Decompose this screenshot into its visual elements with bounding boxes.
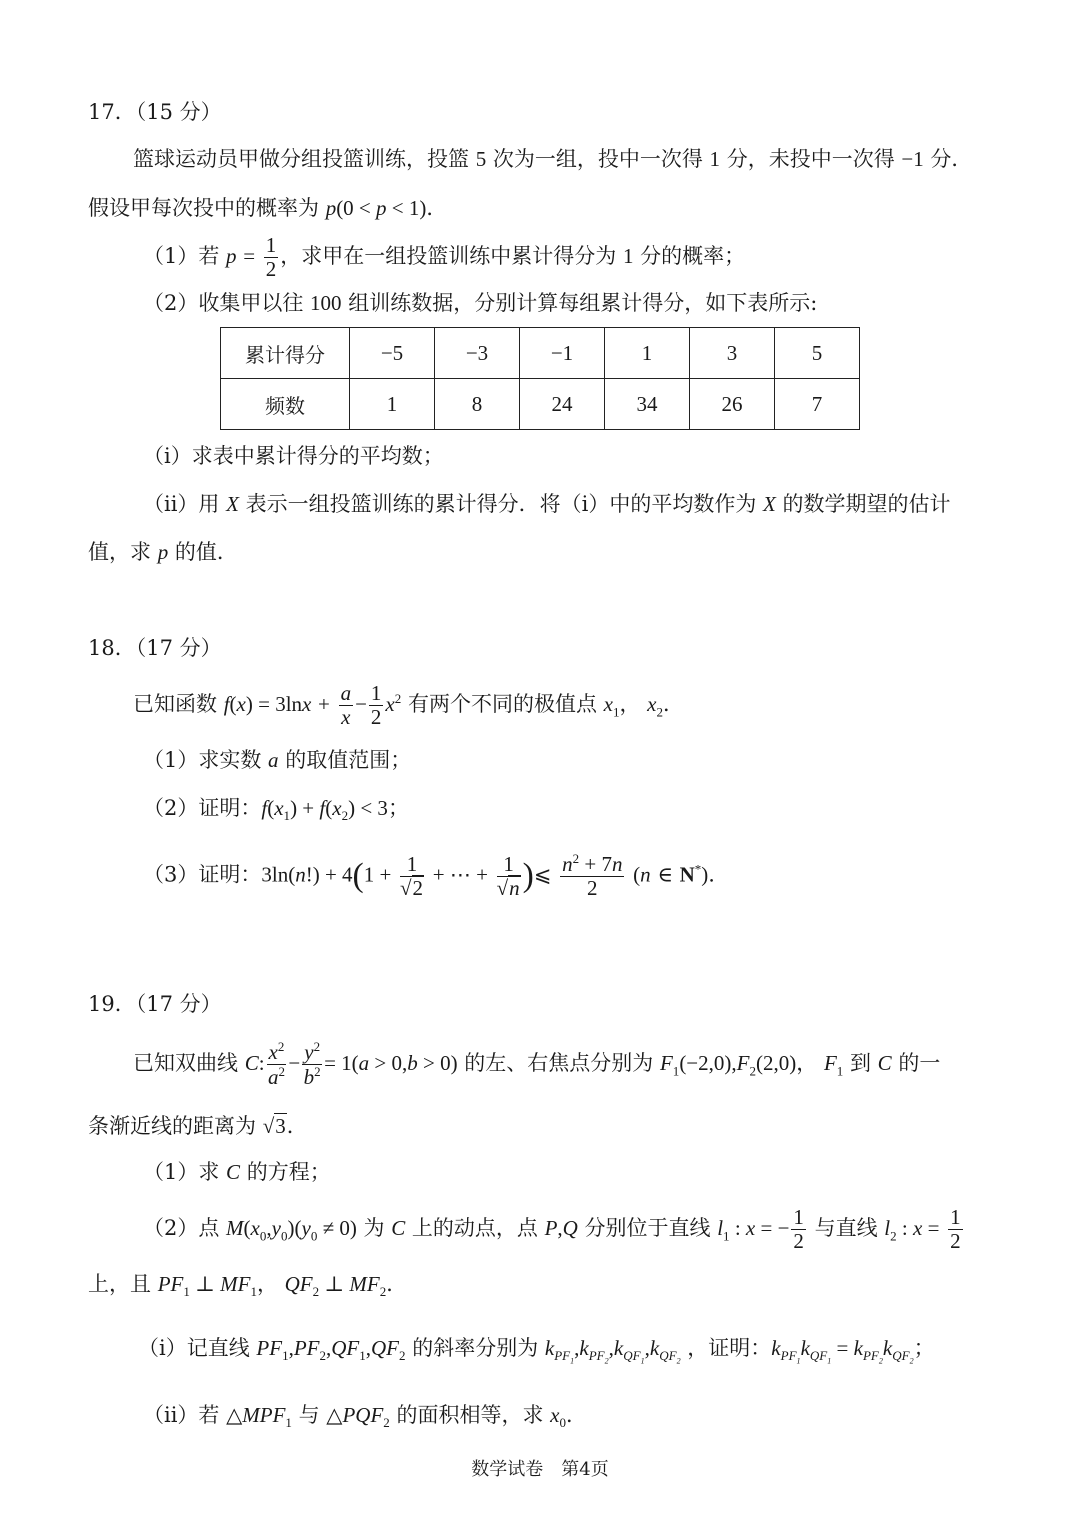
- q19-part2-line1: （2）点 $M(x_0,y_0)(y_0 \ne 0)$ 为 C 上的动点，点 P,Q 分别位于直线 $l_1$ : x = − $\frac{1}{2}$ 与直线 $l_2$ : x = $\frac{1}{2}$: [143, 1205, 961, 1254]
- q19-part2-line2: 上，且 $PF_1$ ⊥ $MF_1$， $QF_2$ ⊥ $MF_2$．: [88, 1272, 408, 1300]
- q17-intro-line2: 假设甲每次投中的概率为 p(0 < p < 1)．: [88, 196, 448, 220]
- table-cell: −5: [350, 328, 435, 379]
- q18-part3: （3）证明：3ln(n!) + 4(1 + $\frac{1}{√2}$ + ⋯ + $\frac{1}{√n}$ )⩽ $\frac{n^2 + 7n}{2}$ (n ∈ N*).: [143, 851, 715, 901]
- q19-title: 19．（17 分）: [88, 992, 222, 1016]
- q19-sub-i: （i）记直线 $PF_1,PF_2,QF_1,QF_2$ 的斜率分别为 $k_{PF_1},k_{PF_2},k_{QF_1},k_{QF_2}$ ，证明：$k_{PF_1}k_{QF_1} = k_{PF_2}k_{QF_2}$；: [138, 1336, 935, 1366]
- table-cell: 24: [520, 379, 605, 430]
- page-footer: 数学试卷 第4页: [471, 1459, 609, 1480]
- q17-score-table: [220, 327, 860, 430]
- q19-sub-ii: （ii）若 $\triangle MPF_1$ 与 $\triangle PQF_2$ 的面积相等，求 $x_0$．: [143, 1403, 587, 1431]
- table-cell: −1: [520, 328, 605, 379]
- q18-part1: （1）求实数 a 的取值范围；: [143, 748, 412, 772]
- q19-intro-line2: 条渐近线的距离为 √3．: [88, 1114, 308, 1138]
- q17-part2: （2）收集甲以往 100 组训练数据，分别计算每组累计得分，如下表所示:: [143, 291, 818, 315]
- table-cell: 34: [605, 379, 690, 430]
- q17-sub-ii-line1: （ii）用 X 表示一组投篮训练的累计得分．将（i）中的平均数作为 X 的数学期望的估计: [143, 492, 951, 516]
- q17-title: 17．（15 分）: [88, 100, 222, 124]
- table-cell: 1: [605, 328, 690, 379]
- table-row: [221, 328, 860, 379]
- table-cell: 1: [350, 379, 435, 430]
- q19-part1: （1）求 C 的方程；: [143, 1160, 331, 1184]
- table-cell: 8: [435, 379, 520, 430]
- q18-intro: 已知函数 f(x) = 3lnx + $\frac{a}{x}$ − $\frac{1}{2}$ $x^2$ 有两个不同的极值点 $x_1$， $x_2$．: [133, 681, 684, 730]
- q17-sub-ii-line2: 值，求 p 的值．: [88, 540, 238, 564]
- table-header-score: 累计得分: [221, 328, 350, 379]
- table-cell: 5: [775, 328, 860, 379]
- q18-title: 18．（17 分）: [88, 636, 222, 660]
- q18-part2: （2）证明：$f(x_1) + f(x_2) < 3$；: [143, 796, 409, 824]
- table-header-frequency: 频数: [221, 379, 350, 430]
- table-cell: 3: [690, 328, 775, 379]
- q17-part1: （1）若 p = $\frac{1}{2}$ ，求甲在一组投篮训练中累计得分为 1 分的概率；: [143, 233, 746, 282]
- table-cell: −3: [435, 328, 520, 379]
- table-cell: 26: [690, 379, 775, 430]
- table-cell: 7: [775, 379, 860, 430]
- table-row: [221, 379, 860, 430]
- q19-intro-line1: 已知双曲线 C: $\frac{x^2}{a^2}$ − $\frac{y^2}{b^2}$ = 1(a > 0,b > 0) 的左、右焦点分别为 $F_1(-2,0),F_2(2,0)$， $F_1$ 到 C 的一: [133, 1039, 941, 1090]
- q17-intro-line1: 篮球运动员甲做分组投篮训练，投篮 5 次为一组，投中一次得 1 分，未投中一次得 −1 分．: [133, 147, 973, 171]
- q17-sub-i: （i）求表中累计得分的平均数；: [143, 444, 444, 468]
